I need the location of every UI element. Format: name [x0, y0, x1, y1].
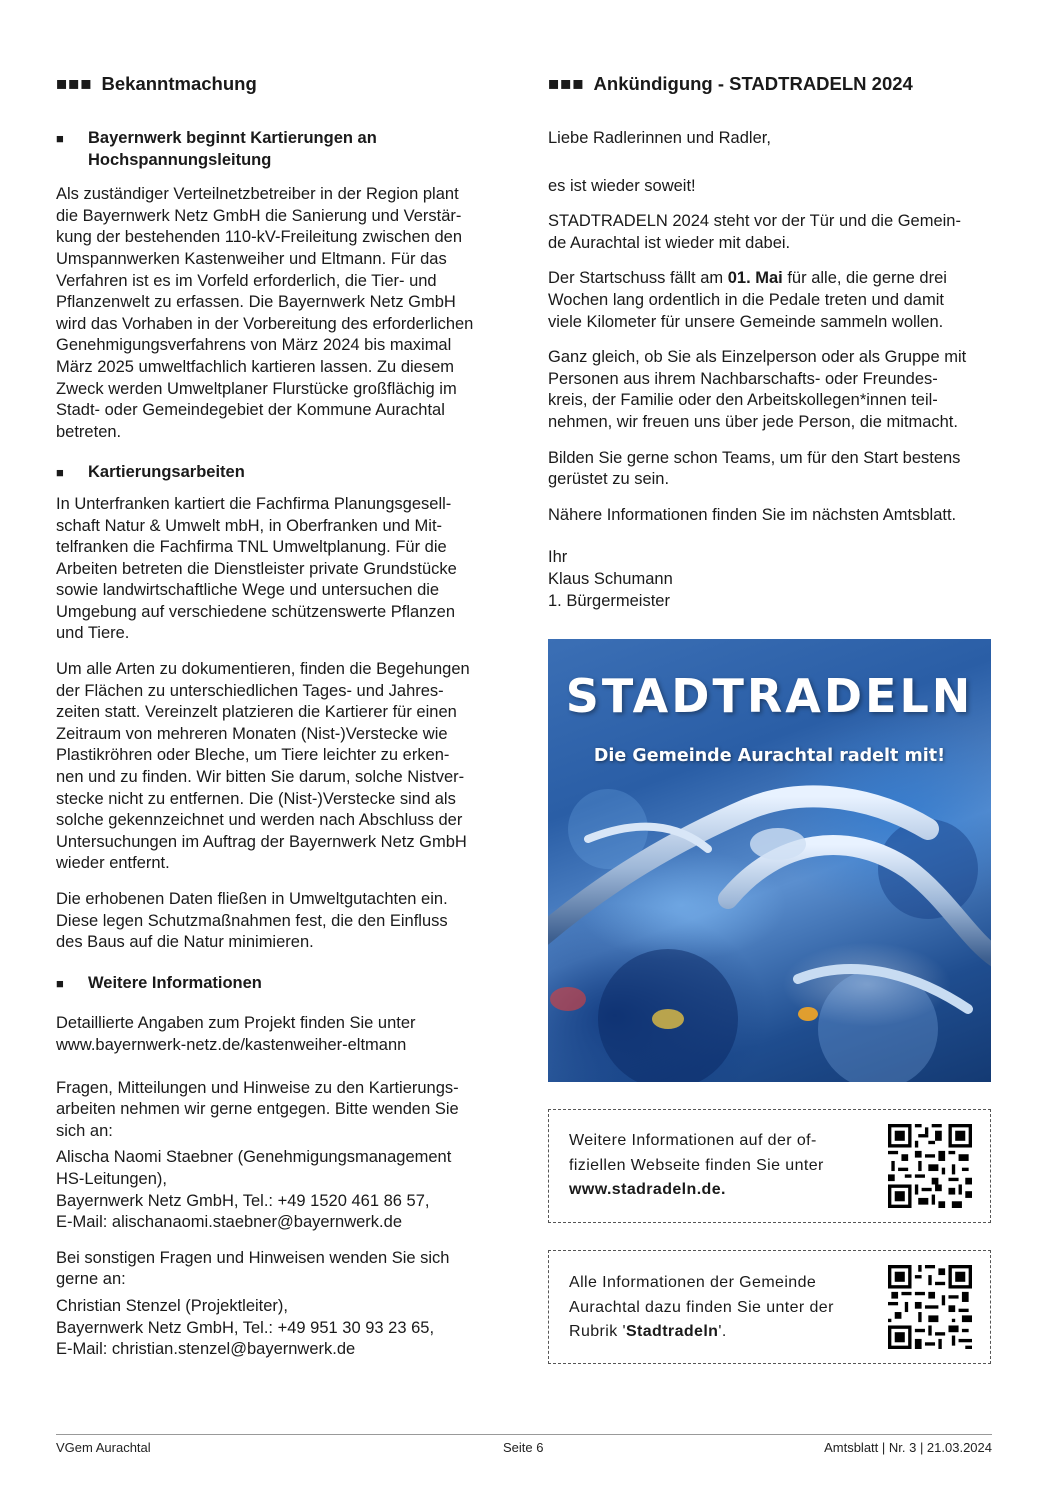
info-box-gemeinde: Alle Informationen der Gemeinde Aurachtal dazu finden Sie unter der Rubrik 'Stadtradeln'.	[548, 1250, 991, 1364]
footer-publisher: VGem Aurachtal	[56, 1440, 151, 1455]
project-url[interactable]: www.bayernwerk-netz.de/kastenweiher-eltmann	[56, 1035, 407, 1054]
qr-code-icon[interactable]	[888, 1124, 972, 1208]
start-date: 01. Mai	[727, 269, 783, 288]
info-box-website: Weitere Informationen auf der of- fiziellen Webseite finden Sie unter www.stadradeln.de.	[548, 1109, 991, 1223]
paragraph-next-issue: Nähere Informationen finden Sie im nächsten Amtsblatt.	[548, 505, 957, 524]
bullet-square: ■	[56, 131, 64, 146]
heading-kartierungsarbeiten: ■ Kartierungsarbeiten	[56, 463, 245, 482]
section-title-stadtradeln: ■■■ Ankündigung - STADTRADELN 2024	[548, 73, 913, 94]
footer-page-number: Seite 6	[503, 1440, 544, 1455]
heading-kartierungen: ■ Bayernwerk beginnt Kartierungen an Hochspannungsleitung	[56, 128, 500, 171]
paragraph-intro: Als zuständiger Verteilnetzbetreiber in der Region plant die Bayernwerk Netz GmbH die Sanierung und Verstär- kung der bestehenden 110-kV-Freileitung zwischen den Umspannwerken Kastenweiher und Eltmann. Für das Verfahren ist es im Vorfeld erforderlich, die Tier- und Pflanzenwelt zu erfassen. Die Bayernwerk Netz GmbH wird das Vorhaben in der Vorbereitung des erforderlichen Genehmigungsverfahrens von März 2024 bis maximal März 2025 umweltfachlich kartieren lassen. Zu diesem Zweck werden Umweltplaner Flurstücke großflächig im Stadt- oder Gemeindegebiet der Kommune Aurachtal betreten.	[56, 185, 474, 441]
contact-staebner: Alischa Naomi Staebner (Genehmigungsmanagement HS-Leitungen), Bayernwerk Netz GmbH, Tel.: +49 1520 461 86 57, E-Mail: alischanaomi.staebner@bayernwerk.de	[56, 1147, 500, 1233]
paragraph-daten: Die erhobenen Daten fließen in Umweltgutachten ein. Diese legen Schutzmaßnahmen fest, die den Einfluss des Baus auf die Natur minimieren.	[56, 890, 448, 952]
email-staebner[interactable]: E-Mail: alischanaomi.staebner@bayernwerk.de	[56, 1213, 402, 1232]
paragraph-teams: Bilden Sie gerne schon Teams, um für den Start bestens gerüstet zu sein.	[548, 448, 961, 489]
heading-weitere-informationen: ■ Weitere Informationen	[56, 973, 262, 992]
qr-code-icon[interactable]	[888, 1265, 972, 1349]
greeting: Liebe Radlerinnen und Radler,	[548, 129, 771, 147]
paragraph-firms: In Unterfranken kartiert die Fachfirma Planungsgesell- schaft Natur & Umwelt mbH, in Oberfranken und Mit- telfranken die Fachfirma TNL Umweltplanung. Für die Arbeiten betreten die Dienstleister private Grundstücke sowie landwirtschaftliche Wege und untersuchen die Umgebung auf verschiedene schützenswerte Pflanzen und Tiere.	[56, 494, 457, 643]
rubrik-stadtradeln: Stadtradeln	[625, 1323, 719, 1340]
signer-title: 1. Bürgermeister	[548, 591, 670, 610]
paragraph-stadtradeln-2024: STADTRADELN 2024 steht vor der Tür und die Gemein- de Aurachtal ist wieder mit dabei.	[548, 212, 961, 252]
paragraph-startschuss: Der Startschuss fällt am 01. Mai für alle, die gerne drei Wochen lang ordentlich in die Pedale treten und damit viele Kilometer für unsere Gemeinde sammeln wollen.	[548, 269, 947, 331]
section-marker: ■■■	[548, 73, 585, 94]
signature: Ihr Klaus Schumann 1. Bürgermeister	[548, 547, 991, 612]
stadtradeln-poster	[548, 639, 991, 1082]
section-marker: ■■■	[56, 73, 93, 94]
poster-title: STADTRADELN	[565, 669, 974, 723]
signer-name: Klaus Schumann	[548, 569, 673, 588]
paragraph-gruppe: Ganz gleich, ob Sie als Einzelperson oder als Gruppe mit Personen aus ihrem Nachbarschafts- oder Freundes- kreis, der Familie oder den Arbeitskollegen*innen teil- nehmen, wir freuen uns über jede Person, die mitmacht.	[548, 348, 967, 431]
email-stenzel[interactable]: E-Mail: christian.stenzel@bayernwerk.de	[56, 1340, 356, 1359]
left-column	[56, 72, 500, 1361]
paragraph-other-questions: Bei sonstigen Fragen und Hinweisen wenden Sie sich gerne an:	[56, 1248, 450, 1289]
footer-divider	[56, 1434, 992, 1435]
poster-subtitle: Die Gemeinde Aurachtal radelt mit!	[593, 746, 946, 766]
paragraph-soweit: es ist wieder soweit!	[548, 176, 696, 195]
footer-issue: Amtsblatt | Nr. 3 | 21.03.2024	[824, 1440, 992, 1455]
right-column	[548, 72, 991, 612]
paragraph-questions: Fragen, Mitteilungen und Hinweise zu den Kartierungs- arbeiten nehmen wir gerne entgegen. Bitte wenden Sie sich an:	[56, 1078, 459, 1140]
paragraph-begehungen: Um alle Arten zu dokumentieren, finden die Begehungen der Flächen zu unterschiedlichen Tages- und Jahres- zeiten statt. Vereinzelt platzieren die Kartierer für einen Zeitraum von mehreren Monaten (Nist-)Verstecke wie Plastikröhren oder Bleche, um Tiere leichter zu erken- nen und zu finden. Wir bitten Sie darum, solche Nistver- stecke nicht zu entfernen. Die (Nist-)Verstecke sind als solche gekennzeichnet und werden nach Abschluss der Untersuchungen im Auftrag der Bayernwerk Netz GmbH wieder entfernt.	[56, 660, 470, 873]
section-title-bekanntmachung: ■■■ Bekanntmachung	[56, 73, 257, 94]
contact-stenzel: Christian Stenzel (Projektleiter), Bayernwerk Netz GmbH, Tel.: +49 951 30 93 23 65, E-Mail: christian.stenzel@bayernwerk.de	[56, 1296, 500, 1361]
website-link[interactable]: www.stadradeln.de.	[569, 1181, 726, 1198]
paragraph-project-link: Detaillierte Angaben zum Projekt finden Sie unter www.bayernwerk-netz.de/kastenweiher-eltmann	[56, 1013, 500, 1056]
